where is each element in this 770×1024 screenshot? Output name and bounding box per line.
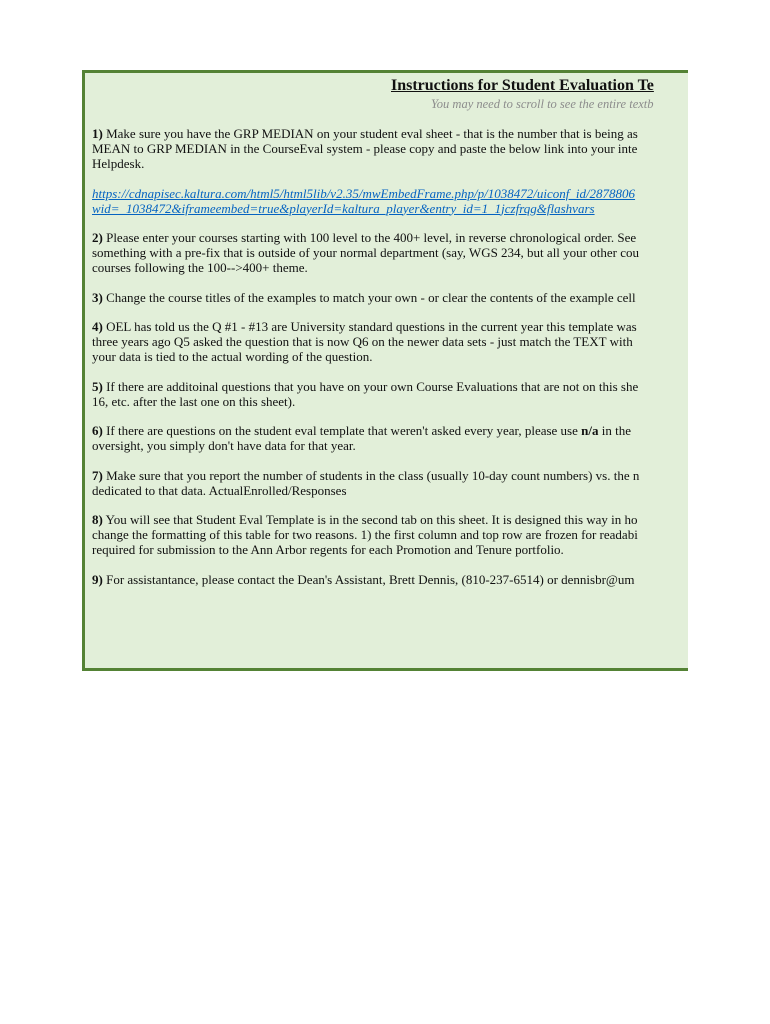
instruction-text: Please enter your courses starting with 100 level to the 400+ level, in reverse chronological order. See <box>106 230 637 245</box>
tutorial-link[interactable] <box>92 186 688 216</box>
instruction-2 <box>92 230 688 275</box>
instruction-text: oversight, you simply don't have data for that year. <box>92 438 356 453</box>
kaltura-video-link[interactable]: https://cdnapisec.kaltura.com/html5/html5lib/v2.35/mwEmbedFrame.php/p/1038472/uiconf_id/2878806 <box>92 185 636 201</box>
instructions-panel-viewport[interactable] <box>82 70 688 671</box>
instruction-1 <box>92 126 688 171</box>
instruction-7 <box>92 468 688 498</box>
instruction-text: Change the course titles of the examples to match your own - or clear the contents of the example cell <box>106 289 636 305</box>
kaltura-video-link[interactable]: wid=_1038472&iframeembed=true&playerId=kaltura_player&entry_id=1_1jczfrqg&flashvars <box>92 200 595 216</box>
instruction-number: 7) <box>92 467 103 483</box>
instruction-3 <box>92 290 688 305</box>
instruction-text: three years ago Q5 asked the question that is now Q6 on the newer data sets - just match the TEXT with <box>92 334 633 349</box>
instruction-text: You will see that Student Eval Template is in the second tab on this sheet. It is designed this way in ho <box>105 512 638 527</box>
instruction-text: MEAN to GRP MEDIAN in the CourseEval system - please copy and paste the below link into your inte <box>92 141 638 156</box>
instruction-text: If there are questions on the student eval template that weren't asked every year, please use <box>106 423 582 438</box>
instruction-9 <box>92 572 688 587</box>
instruction-5 <box>92 379 688 409</box>
instruction-text: something with a pre-fix that is outside of your normal department (say, WGS 234, but all your other cou <box>92 245 639 260</box>
na-marker: n/a <box>581 423 599 438</box>
instructions-list <box>92 126 688 601</box>
instruction-text: dedicated to that data. ActualEnrolled/Responses <box>92 482 347 498</box>
instruction-6 <box>92 423 688 453</box>
instruction-number: 6) <box>92 423 103 438</box>
scroll-hint: You may need to scroll to see the entire textb <box>431 97 654 111</box>
page-title: Instructions for Student Evaluation Te <box>391 77 654 94</box>
instruction-text: your data is tied to the actual wording of the question. <box>92 349 373 364</box>
instruction-text: change the formatting of this table for two reasons. 1) the first column and top row are frozen for readabi <box>92 527 638 542</box>
instruction-number: 3) <box>92 289 103 305</box>
instruction-number: 1) <box>92 126 103 141</box>
instruction-text: 16, etc. after the last one on this sheet). <box>92 393 296 409</box>
instruction-text: courses following the 100-->400+ theme. <box>92 260 308 275</box>
instruction-text: OEL has told us the Q #1 - #13 are University standard questions in the current year this template was <box>106 319 637 334</box>
instruction-number: 8) <box>92 512 103 527</box>
instruction-number: 5) <box>92 378 103 394</box>
instruction-text: Helpdesk. <box>92 156 145 171</box>
instruction-text: in the <box>598 423 631 438</box>
instruction-number: 2) <box>92 230 103 245</box>
instruction-text: If there are additoinal questions that you have on your own Course Evaluations that are not on this she <box>106 378 639 394</box>
instruction-text: For assistantance, please contact the Dean's Assistant, Brett Dennis, (810-237-6514) or dennisbr@um <box>106 571 635 587</box>
instruction-8 <box>92 512 688 557</box>
instruction-number: 4) <box>92 319 103 334</box>
instruction-text: Make sure you have the GRP MEDIAN on your student eval sheet - that is the number that is being as <box>106 126 638 141</box>
instruction-text: required for submission to the Ann Arbor regents for each Promotion and Tenure portfolio. <box>92 542 564 557</box>
instructions-textbox <box>82 70 688 671</box>
instruction-4 <box>92 319 688 364</box>
instruction-text: Make sure that you report the number of students in the class (usually 10-day count numbers) vs. the n <box>106 467 640 483</box>
instruction-number: 9) <box>92 571 103 587</box>
